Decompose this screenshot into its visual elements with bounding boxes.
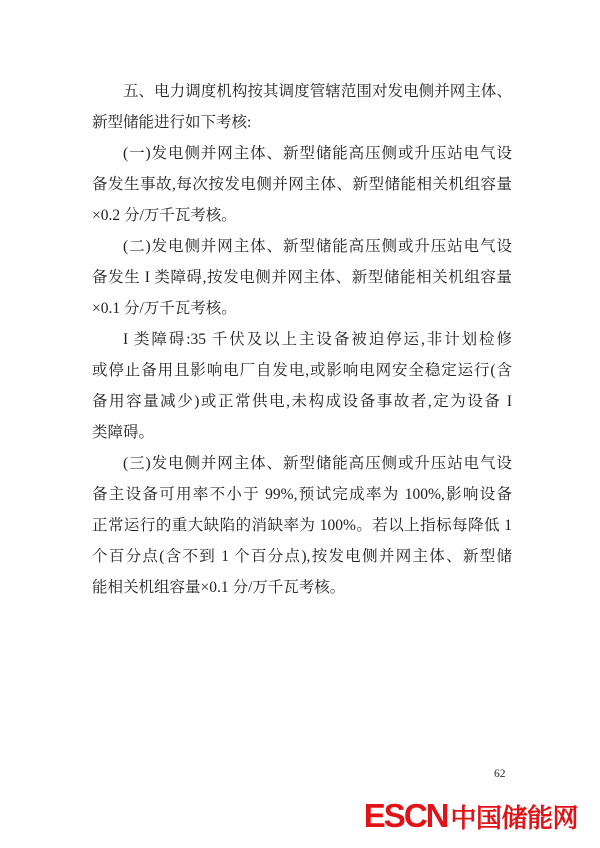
text-line: (二)发电侧并网主体、新型储能高压侧或升压站电气设 [123,238,512,255]
body-text [92,76,512,603]
escn-logo [364,797,578,835]
text-line: (三)发电侧并网主体、新型储能高压侧或升压站电气设 [123,455,512,472]
text-line: 备用容量减少)或正常供电,未构成设备事故者,定为设备 I [92,393,512,410]
text-line: 类障碍。 [92,424,155,441]
page-number: 62 [494,768,506,780]
text-line: 新型储能进行如下考核: [92,114,252,131]
logo-latin-text: ESCN [363,797,448,834]
text-line: 备主设备可用率不小于 99%,预试完成率为 100%,影响设备 [92,486,512,503]
text-line: 或停止备用且影响电厂自发电,或影响电网安全稳定运行(含 [92,362,512,379]
text-line: (一)发电侧并网主体、新型储能高压侧或升压站电气设 [123,145,512,162]
text-line: 备发生 I 类障碍,按发电侧并网主体、新型储能相关机组容量 [92,269,512,286]
logo-chinese-text: 中国储能网 [450,804,578,834]
text-line: I 类障碍:35 千伏及以上主设备被迫停运,非计划检修 [123,331,512,348]
text-line: ×0.1 分/万千瓦考核。 [92,300,237,317]
text-line: ×0.2 分/万千瓦考核。 [92,207,237,224]
text-line: 备发生事故,每次按发电侧并网主体、新型储能相关机组容量 [92,176,512,193]
text-line: 正常运行的重大缺陷的消缺率为 100%。若以上指标每降低 1 [92,517,512,534]
text-line: 个百分点(含不到 1 个百分点),按发电侧并网主体、新型储 [92,548,512,565]
text-line: 能相关机组容量×0.1 分/万千瓦考核。 [92,579,346,596]
text-line: 五、电力调度机构按其调度管辖范围对发电侧并网主体、 [123,83,512,100]
